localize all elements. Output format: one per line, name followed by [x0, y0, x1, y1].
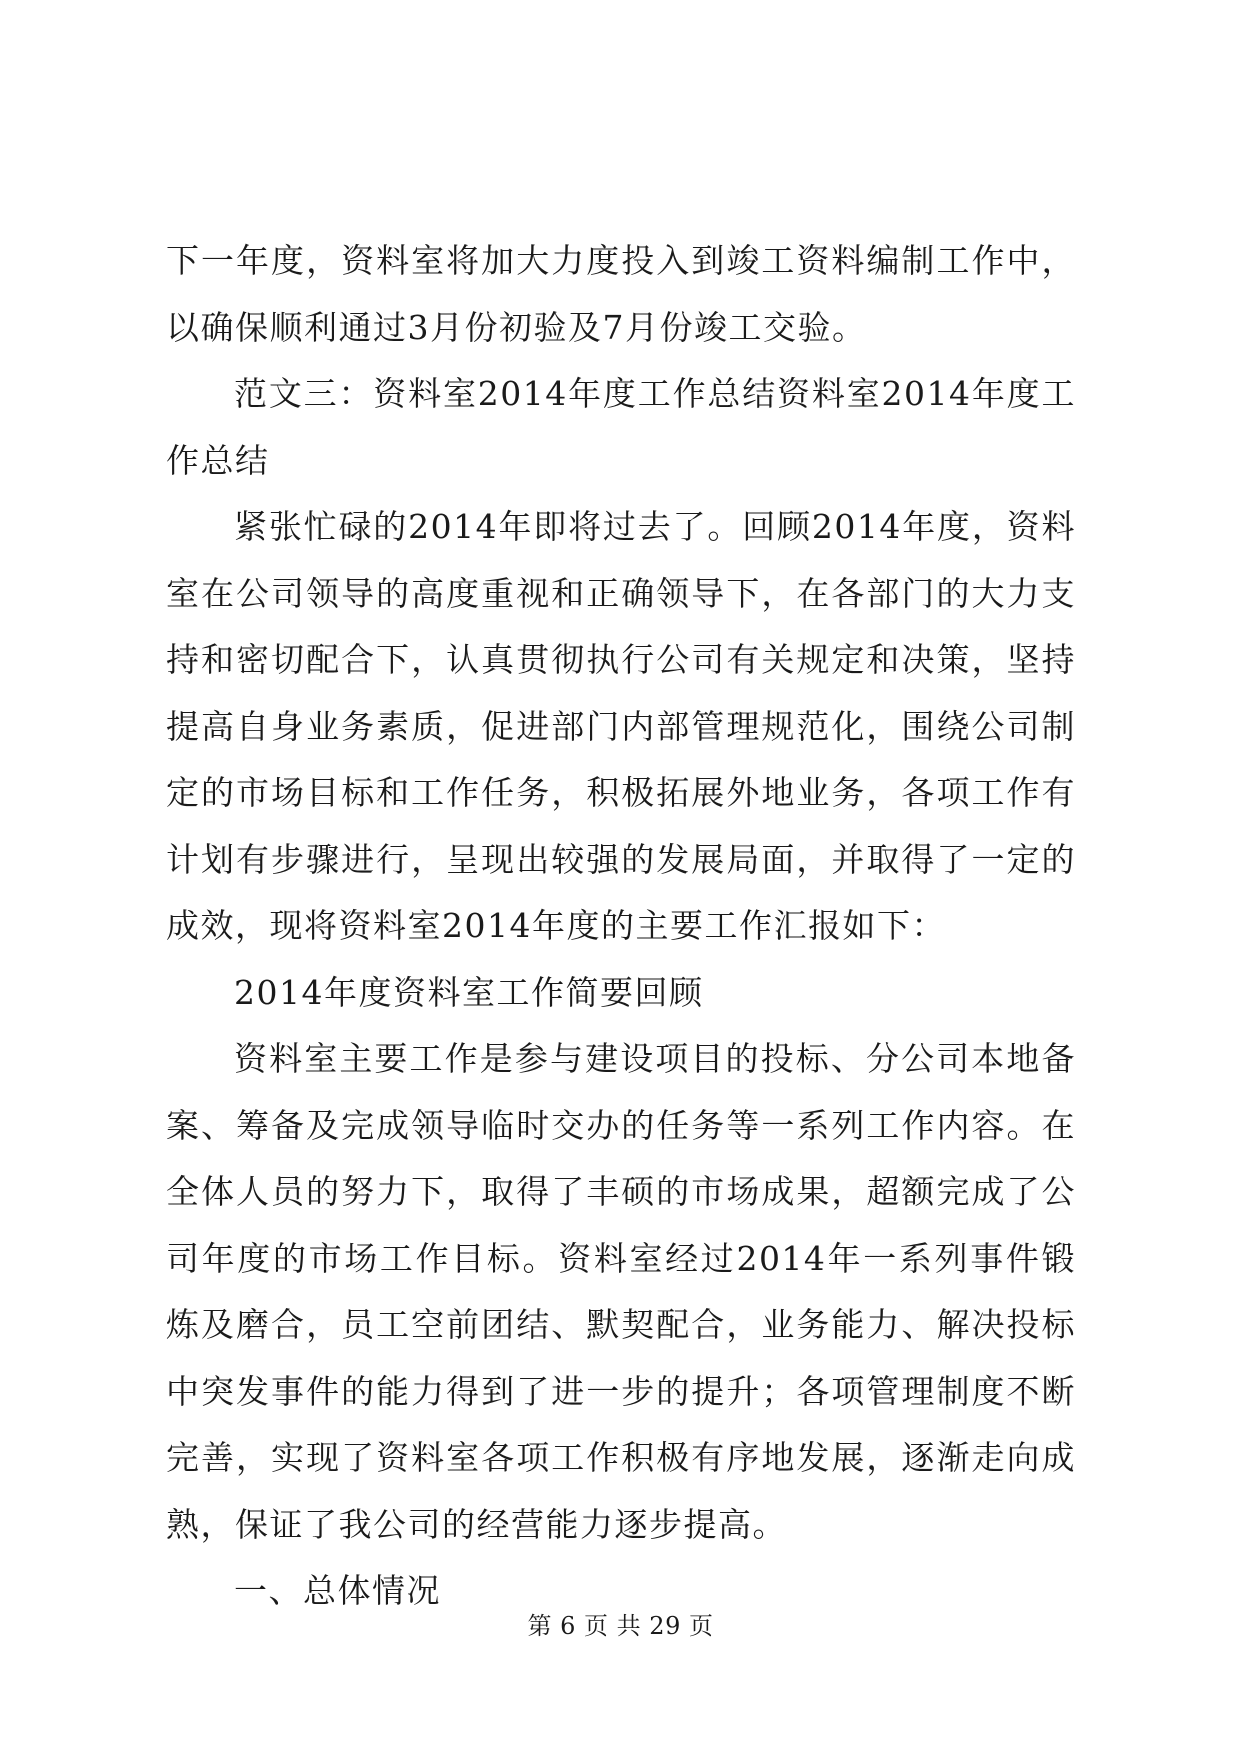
paragraph-subheading: 2014年度资料室工作简要回顾 [234, 972, 704, 1012]
paragraph-continuation: 下一年度，资料室将加大力度投入到竣工资料编制工作中，以确保顺利通过3月份初验及7月份竣工交验。 [166, 241, 1076, 347]
document-body [166, 228, 1076, 1625]
paragraph-heading-overview: 一、总体情况 [234, 1571, 441, 1610]
page-number-footer: 第 6 页 共 29 页 [527, 1612, 714, 1640]
paragraph-intro: 紧张忙碌的2014年即将过去了。回顾2014年度，资料室在公司领导的高度重视和正确领导下，在各部门的大力支持和密切配合下，认真贯彻执行公司有关规定和决策，坚持提高自身业务素质，促进部门内部管理规范化，围绕公司制定的市场目标和工作任务，积极拓展外地业务，各项工作有计划有步骤进行，呈现出较强的发展局面，并取得了一定的成效，现将资料室2014年度的主要工作汇报如下： [166, 507, 1076, 945]
paragraph-summary: 资料室主要工作是参与建设项目的投标、分公司本地备案、筹备及完成领导临时交办的任务等一系列工作内容。在全体人员的努力下，取得了丰硕的市场成果，超额完成了公司年度的市场工作目标。资料室经过2014年一系列事件锻炼及磨合，员工空前团结、默契配合，业务能力、解决投标中突发事件的能力得到了进一步的提升；各项管理制度不断完善，实现了资料室各项工作积极有序地发展，逐渐走向成熟，保证了我公司的经营能力逐步提高。 [166, 1039, 1076, 1544]
paragraph-section-title: 范文三：资料室2014年度工作总结资料室2014年度工作总结 [166, 374, 1076, 480]
